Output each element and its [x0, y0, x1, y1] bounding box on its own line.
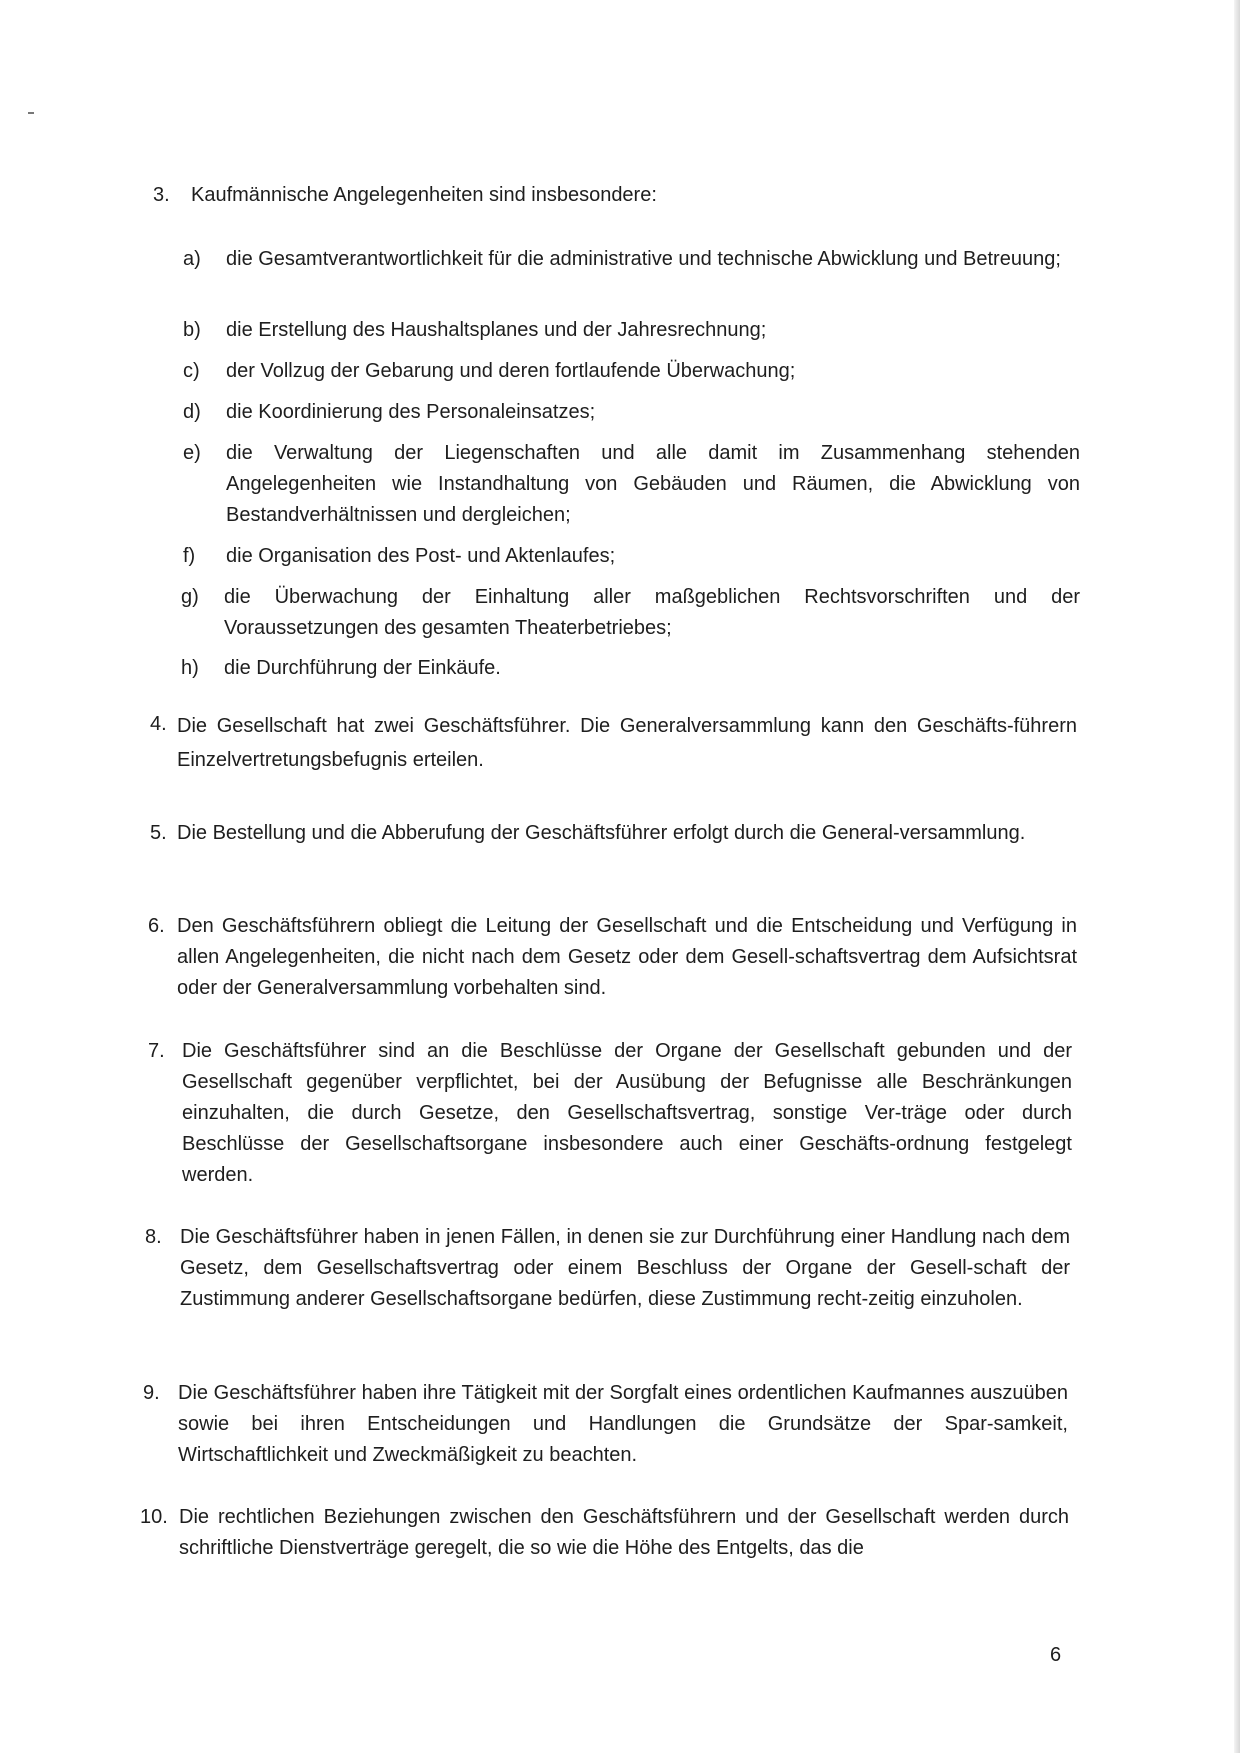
page-number: 6 — [1050, 1644, 1062, 1666]
paragraph-7-number: 7. — [148, 1040, 165, 1062]
section-3-number: 3. — [153, 184, 170, 206]
paragraph-10-number: 10. — [140, 1506, 168, 1528]
item-h-text: die Durchführung der Einkäufe. — [224, 657, 501, 679]
paragraph-10-text: Die rechtlichen Beziehungen zwischen den Geschäftsführern und der Gesellschaft werden durch schriftliche Dienstverträge geregelt, die so wie die Höhe des Entgelts, das die — [179, 1506, 1069, 1559]
paragraph-4-number: 4. — [150, 713, 167, 735]
paragraph-9-text: Die Geschäftsführer haben ihre Tätigkeit mit der Sorgfalt eines ordentlichen Kaufmannes auszuüben sowie bei ihren Entscheidungen und Handlungen die Grundsätze der Spar-samkeit, Wirtschaftlichkeit und Zweckmäßigkeit zu beachten. — [178, 1382, 1068, 1466]
scan-mark — [28, 112, 34, 114]
item-a-text: die Gesamtverantwortlichkeit für die administrative und technische Abwicklung und Betreuung; — [226, 248, 1061, 270]
item-f-text: die Organisation des Post- und Aktenlaufes; — [226, 545, 616, 567]
paragraph-6-number: 6. — [148, 915, 165, 937]
item-f-letter: f) — [183, 545, 196, 567]
item-b-letter: b) — [183, 319, 201, 341]
item-g-text: die Überwachung der Einhaltung aller maßgeblichen Rechtsvorschriften und der Voraussetzungen des gesamten Theaterbetriebes; — [224, 586, 1080, 639]
item-d-text: die Koordinierung des Personaleinsatzes; — [226, 401, 596, 423]
item-c-text: der Vollzug der Gebarung und deren fortlaufende Überwachung; — [226, 360, 796, 382]
paragraph-6-text: Den Geschäftsführern obliegt die Leitung der Gesellschaft und die Entscheidung und Verfügung in allen Angelegenheiten, die nicht nach dem Gesetz oder dem Gesell-schaftsvertrag dem Aufsichtsrat oder der Generalversammlung vorbehalten sind. — [177, 915, 1077, 999]
paragraph-8-text: Die Geschäftsführer haben in jenen Fällen, in denen sie zur Durchführung einer Handlung nach dem Gesetz, dem Gesellschaftsvertrag oder einem Beschluss der Organe der Gesell-schaft der Zustimmung anderer Gesellschaftsorgane bedürfen, diese Zustimmung recht-zeitig einzuholen. — [180, 1226, 1070, 1310]
item-g-letter: g) — [181, 586, 199, 608]
item-c-letter: c) — [183, 360, 200, 382]
item-b-text: die Erstellung des Haushaltsplanes und der Jahresrechnung; — [226, 319, 767, 341]
item-e-text: die Verwaltung der Liegenschaften und alle damit im Zusammenhang stehenden Angelegenheiten wie Instandhaltung von Gebäuden und Räumen, die Abwicklung von Bestandverhältnissen und dergleichen; — [226, 442, 1080, 526]
item-a-letter: a) — [183, 248, 201, 270]
item-h-letter: h) — [181, 657, 199, 679]
item-e-letter: e) — [183, 442, 201, 464]
scan-edge — [1234, 0, 1240, 1753]
paragraph-8-number: 8. — [145, 1226, 162, 1248]
item-d-letter: d) — [183, 401, 201, 423]
section-3-intro: Kaufmännische Angelegenheiten sind insbesondere: — [191, 184, 657, 206]
paragraph-7-text: Die Geschäftsführer sind an die Beschlüsse der Organe der Gesellschaft gebunden und der Gesellschaft gegenüber verpflichtet, bei der Ausübung der Befugnisse alle Beschränkungen einzuhalten, die durch Gesetze, den Gesellschaftsvertrag, sonstige Ver-träge oder durch Beschlüsse der Gesellschaftsorgane insbesondere auch einer Geschäfts-ordnung festgelegt werden. — [182, 1040, 1072, 1186]
paragraph-5-number: 5. — [150, 822, 167, 844]
paragraph-9-number: 9. — [143, 1382, 160, 1404]
paragraph-4-text: Die Gesellschaft hat zwei Geschäftsführer. Die Generalversammlung kann den Geschäfts-führern Einzelvertretungsbefugnis erteilen. — [177, 715, 1077, 771]
paragraph-5-text: Die Bestellung und die Abberufung der Geschäftsführer erfolgt durch die General-versammlung. — [177, 822, 1026, 844]
